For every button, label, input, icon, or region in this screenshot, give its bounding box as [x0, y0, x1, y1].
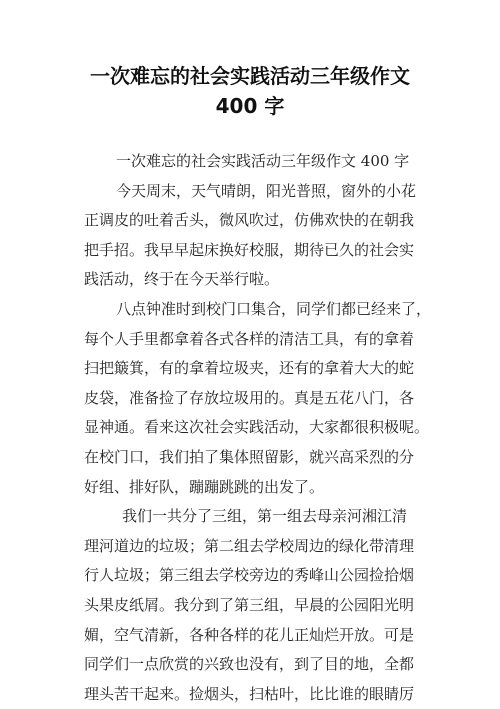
- paragraph: [84, 295, 432, 502]
- paragraph-line: 我们一共分了三组，第一组去母亲河湘江清: [122, 507, 408, 526]
- paragraph-line: 理河道边的垃圾；第二组去学校周边的绿化带清理: [84, 536, 415, 555]
- paragraph-line: 同学们一点欣赏的兴致也没有，到了目的地，全都: [84, 655, 415, 674]
- paragraph-line: 一次难忘的社会实践活动三年级作文 400 字: [116, 152, 410, 170]
- paragraph-line: 理头苦干起来。捡烟头，扫枯叶，比比谁的眼睛厉: [84, 684, 415, 703]
- paragraph: [84, 502, 424, 709]
- paragraph-line: 媚，空气清新，各种各样的花儿正灿烂开放。可是: [84, 625, 415, 644]
- paragraph-line: 今天周末，天气晴朗，阳光普照，窗外的小花: [116, 181, 417, 200]
- paragraph-line: 把手招。我早早起床换好校服，期待已久的社会实: [84, 240, 415, 259]
- paragraph: [84, 147, 424, 177]
- document-title-line-2: 400 字: [215, 94, 285, 118]
- paragraph: [84, 177, 424, 295]
- paragraph-line: 在校门口，我们拍了集体照留影，就兴高采烈的分: [84, 447, 415, 466]
- document-title-line-1: 一次难忘的社会实践活动三年级作文: [90, 64, 410, 88]
- paragraph-line: 显神通。看来这次社会实践活动，大家都很积极呢。: [84, 418, 430, 437]
- paragraph-line: 扫把簸箕，有的拿着垃圾夹，还有的拿着大大的蛇: [84, 359, 415, 378]
- paragraph-line: 好组、排好队，蹦蹦跳跳的出发了。: [84, 477, 325, 496]
- paragraph-line: 正调皮的吐着舌头，微风吹过，仿佛欢快的在朝我: [84, 211, 415, 230]
- paragraph-line: 头果皮纸屑。我分到了第三组，早晨的公园阳光明: [84, 595, 415, 614]
- paragraph-line: 行人垃圾；第三组去学校旁边的秀峰山公园捡拾烟: [84, 566, 415, 585]
- paragraph-line: 每个人手里都拿着各式各样的清洁工具，有的拿着: [84, 329, 415, 348]
- paragraph-line: 八点钟准时到校门口集合，同学们都已经来了，: [116, 300, 432, 318]
- paragraph-line: 皮袋，准备捡了存放垃圾用的。真是五花八门，各: [84, 388, 415, 407]
- paragraph-line: 践活动，终于在今天举行啦。: [84, 270, 280, 289]
